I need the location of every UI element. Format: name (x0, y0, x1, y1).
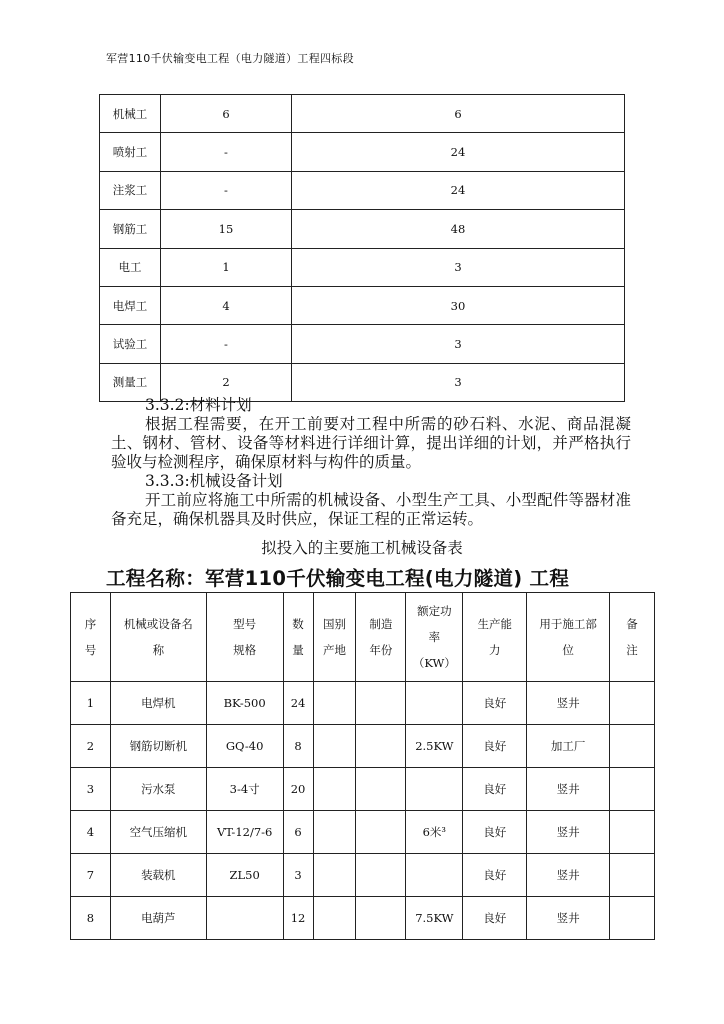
labor-count-a: - (161, 325, 292, 363)
cell-use: 竖井 (527, 682, 610, 725)
cell-name: 电焊机 (110, 682, 206, 725)
table-row (100, 95, 625, 133)
labor-count-b: 3 (292, 248, 625, 286)
labor-count-b: 3 (292, 325, 625, 363)
cell-name: 电葫芦 (110, 897, 206, 940)
table-row (71, 768, 655, 811)
labor-count-b: 24 (292, 133, 625, 171)
cell-model (206, 897, 283, 940)
cell-note (609, 768, 654, 811)
cell-origin (313, 682, 356, 725)
cell-note (609, 811, 654, 854)
table-row (100, 286, 625, 324)
labor-table (99, 94, 625, 402)
cell-power: 6米³ (406, 811, 463, 854)
cell-capacity: 良好 (463, 811, 527, 854)
cell-model: GQ-40 (206, 725, 283, 768)
section-333-body: 开工前应将施工中所需的机械设备、小型生产工具、小型配件等器材准备充足，确保机器具及时供应，保证工程的正常运转。 (111, 491, 631, 528)
labor-type: 试验工 (100, 325, 161, 363)
project-name: 工程名称：军营110千伏输变电工程(电力隧道) 工程 (106, 567, 570, 590)
table-row (100, 248, 625, 286)
cell-capacity: 良好 (463, 682, 527, 725)
cell-seq: 3 (71, 768, 111, 811)
table-row (71, 811, 655, 854)
cell-note (609, 897, 654, 940)
cell-seq: 4 (71, 811, 111, 854)
header-year: 制造 年份 (356, 593, 406, 682)
labor-count-a: - (161, 171, 292, 209)
table-row (71, 854, 655, 897)
header-model: 型号 规格 (206, 593, 283, 682)
section-332-title: 3.3.2:材料计划 (145, 396, 252, 414)
cell-model: ZL50 (206, 854, 283, 897)
cell-power: 2.5KW (406, 725, 463, 768)
cell-power (406, 768, 463, 811)
labor-type: 机械工 (100, 95, 161, 133)
cell-model: BK-500 (206, 682, 283, 725)
cell-use: 竖井 (527, 768, 610, 811)
cell-seq: 7 (71, 854, 111, 897)
labor-count-a: 4 (161, 286, 292, 324)
cell-power (406, 682, 463, 725)
cell-capacity: 良好 (463, 725, 527, 768)
equipment-table (70, 592, 655, 940)
cell-qty: 8 (283, 725, 313, 768)
labor-count-b: 48 (292, 210, 625, 248)
table-header-row (71, 593, 655, 682)
cell-origin (313, 854, 356, 897)
labor-count-a: 15 (161, 210, 292, 248)
cell-seq: 1 (71, 682, 111, 725)
table-row (100, 171, 625, 209)
cell-origin (313, 811, 356, 854)
cell-power (406, 854, 463, 897)
cell-name: 污水泵 (110, 768, 206, 811)
cell-year (356, 682, 406, 725)
header-seq: 序 号 (71, 593, 111, 682)
cell-capacity: 良好 (463, 768, 527, 811)
header-origin: 国别 产地 (313, 593, 356, 682)
cell-qty: 24 (283, 682, 313, 725)
cell-use: 加工厂 (527, 725, 610, 768)
cell-power: 7.5KW (406, 897, 463, 940)
cell-name: 装载机 (110, 854, 206, 897)
labor-count-a: - (161, 133, 292, 171)
table-row (100, 325, 625, 363)
cell-origin (313, 897, 356, 940)
header-use: 用于施工部 位 (527, 593, 610, 682)
cell-name: 钢筋切断机 (110, 725, 206, 768)
section-332-body: 根据工程需要，在开工前要对工程中所需的砂石料、水泥、商品混凝土、钢材、管材、设备等材料进行详细计算，提出详细的计划，并严格执行验收与检测程序，确保原材料与构件的质量。 (111, 415, 631, 471)
cell-model: 3-4寸 (206, 768, 283, 811)
table-row (100, 210, 625, 248)
cell-origin (313, 768, 356, 811)
labor-type: 测量工 (100, 363, 161, 401)
table-row (100, 133, 625, 171)
header-note: 备 注 (609, 593, 654, 682)
page-header: 军营110千伏输变电工程（电力隧道）工程四标段 (106, 52, 354, 65)
cell-qty: 12 (283, 897, 313, 940)
section-333-title: 3.3.3:机械设备计划 (145, 472, 283, 490)
table-row (71, 897, 655, 940)
labor-count-a: 6 (161, 95, 292, 133)
table-row (71, 682, 655, 725)
equipment-caption: 拟投入的主要施工机械设备表 (261, 539, 463, 557)
cell-name: 空气压缩机 (110, 811, 206, 854)
cell-qty: 6 (283, 811, 313, 854)
cell-note (609, 854, 654, 897)
cell-origin (313, 725, 356, 768)
cell-year (356, 768, 406, 811)
labor-count-b: 24 (292, 171, 625, 209)
cell-use: 竖井 (527, 897, 610, 940)
cell-capacity: 良好 (463, 897, 527, 940)
cell-year (356, 897, 406, 940)
cell-qty: 3 (283, 854, 313, 897)
table-row (71, 725, 655, 768)
cell-use: 竖井 (527, 811, 610, 854)
header-capacity: 生产能 力 (463, 593, 527, 682)
cell-year (356, 811, 406, 854)
cell-year (356, 725, 406, 768)
labor-type: 电工 (100, 248, 161, 286)
labor-count-a: 2 (161, 363, 292, 401)
labor-count-b: 3 (292, 363, 625, 401)
cell-use: 竖井 (527, 854, 610, 897)
cell-qty: 20 (283, 768, 313, 811)
labor-type: 喷射工 (100, 133, 161, 171)
labor-count-a: 1 (161, 248, 292, 286)
header-qty: 数 量 (283, 593, 313, 682)
cell-capacity: 良好 (463, 854, 527, 897)
cell-year (356, 854, 406, 897)
cell-model: VT-12/7-6 (206, 811, 283, 854)
header-name: 机械或设备名 称 (110, 593, 206, 682)
cell-note (609, 725, 654, 768)
cell-seq: 8 (71, 897, 111, 940)
labor-type: 注浆工 (100, 171, 161, 209)
labor-type: 钢筋工 (100, 210, 161, 248)
labor-count-b: 30 (292, 286, 625, 324)
labor-count-b: 6 (292, 95, 625, 133)
cell-note (609, 682, 654, 725)
header-power: 额定功 率 （KW） (406, 593, 463, 682)
cell-seq: 2 (71, 725, 111, 768)
labor-type: 电焊工 (100, 286, 161, 324)
